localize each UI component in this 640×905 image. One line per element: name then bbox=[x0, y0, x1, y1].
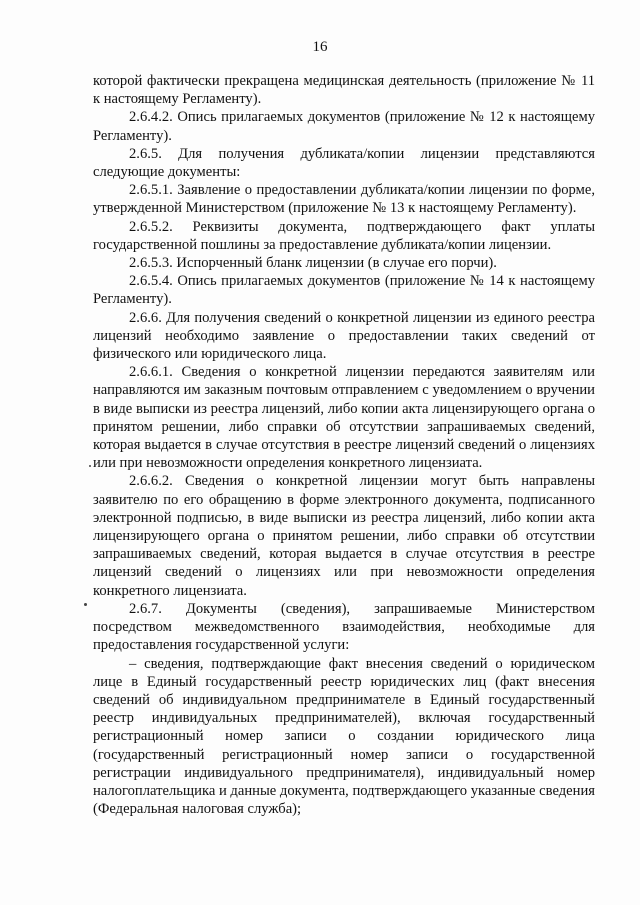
paragraph-2-6-4-2: 2.6.4.2. Опись прилагаемых документов (приложение № 12 к настоящему Регламенту). bbox=[93, 109, 595, 144]
page-number: 16 bbox=[312, 39, 328, 55]
scan-speck bbox=[84, 603, 87, 606]
paragraph-2-6-5-3: 2.6.5.3. Испорченный бланк лицензии (в случае его порчи). bbox=[129, 255, 497, 272]
paragraph-2-6-5: 2.6.5. Для получения дубликата/копии лицензии представляются следующие документы: bbox=[93, 145, 595, 181]
paragraph-2-6-6: 2.6.6. Для получения сведений о конкретной лицензии из единого реестра лицензий необходимо заявление о предоставлении таких сведений от физического или юридического лица. bbox=[93, 309, 595, 363]
paragraph-list-item: – сведения, подтверждающие факт внесения сведений о юридическом лице в Единый государственный реестр юридических лиц (факт внесения сведений об индивидуальном предпринимателе в Единый государственный реестр индивидуальных предпринимателей), включая государственный регистрационный номер записи о создании юридического лица (государственный регистрационный номер записи о государственной регистрации индивидуального предпринимателя), индивидуальный номер налогоплательщика и данные документа, подтверждающего указанные сведения (Федеральная налоговая служба); bbox=[93, 655, 595, 818]
document-body bbox=[93, 72, 595, 818]
paragraph-2-6-5-1: 2.6.5.1. Заявление о предоставлении дубликата/копии лицензии по форме, утвержденной Министерством (приложение № 13 к настоящему Регламенту). bbox=[93, 182, 595, 217]
paragraph-2-6-6-2: 2.6.6.2. Сведения о конкретной лицензии могут быть направлены заявителю по его обращению в форме электронного документа, подписанного электронной подписью, в виде выписки из реестра лицензий, либо копии акта лицензирующего органа о принятом решении, либо справки об отсутствии запрашиваемых сведений, которая выдается в случае отсутствия в реестре лицензий сведений о лицензиях или при невозможности определения конкретного лицензиата. bbox=[93, 473, 595, 599]
paragraph-continuation: которой фактически прекращена медицинская деятельность (приложение № 11 к настоящему Регламенту). bbox=[93, 73, 595, 108]
paragraph-2-6-5-2: 2.6.5.2. Реквизиты документа, подтверждающего факт уплаты государственной пошлины за предоставление дубликата/копии лицензии. bbox=[93, 218, 595, 253]
paragraph-2-6-7: 2.6.7. Документы (сведения), запрашиваемые Министерством посредством межведомственного взаимодействия, необходимые для предоставления государственной услуги: bbox=[93, 600, 595, 654]
paragraph-2-6-5-4: 2.6.5.4. Опись прилагаемых документов (приложение № 14 к настоящему Регламенту). bbox=[93, 273, 595, 308]
paragraph-2-6-6-1: 2.6.6.1. Сведения о конкретной лицензии передаются заявителям или направляются им заказным почтовым отправлением с уведомлением о вручении в виде выписки из реестра лицензий, либо копии акта лицензирующего органа о принятом решении, либо справки об отсутствии запрашиваемых сведений, которая выдается в случае отсутствия в реестре лицензий сведений о лицензиях или при невозможности определения конкретного лицензиата. bbox=[93, 364, 595, 472]
scan-speck bbox=[89, 465, 91, 467]
